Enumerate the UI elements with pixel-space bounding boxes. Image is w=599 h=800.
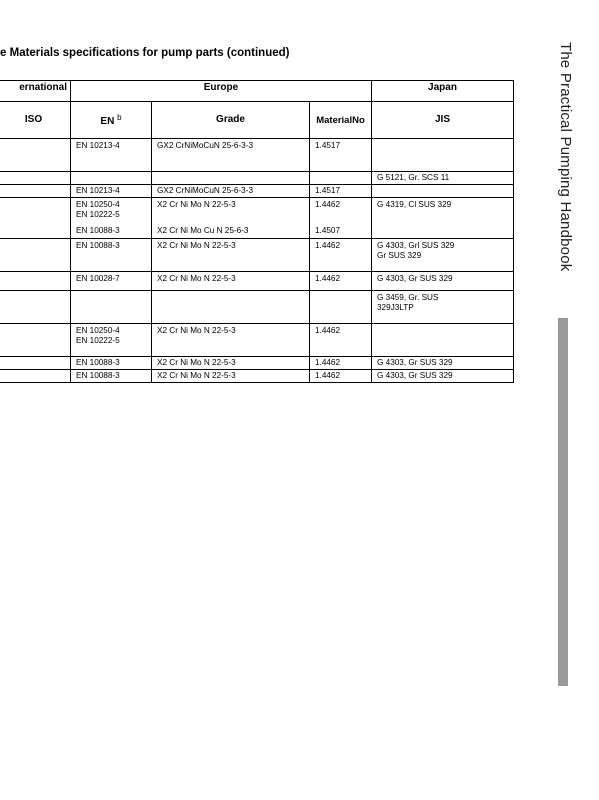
cell-jis xyxy=(372,139,514,172)
cell-iso xyxy=(0,291,71,324)
cell-jis: G 4303, Gr SUS 329 xyxy=(372,272,514,291)
cell-grade xyxy=(152,291,310,324)
cell-iso xyxy=(0,324,71,357)
col-material-no xyxy=(310,102,372,139)
cell-jis-line: G 3459, Gr. SUS xyxy=(377,293,439,302)
cell-grade: GX2 CrNiMoCuN 25-6-3-3 xyxy=(152,185,310,198)
cell-en: EN 10213-4 xyxy=(71,185,152,198)
cell-material-no: 1.4462 xyxy=(310,239,372,272)
cell-material-no xyxy=(310,198,372,239)
col-en xyxy=(71,102,152,139)
cell-grade: X2 Cr Ni Mo N 22-5-3 xyxy=(152,272,310,291)
table-row xyxy=(0,239,514,272)
table-row xyxy=(0,139,514,172)
col-material-no-line1: Material xyxy=(316,114,353,126)
table-row xyxy=(0,185,514,198)
caption-cut-prefix: e xyxy=(0,47,7,59)
cell-jis: G 4303, Gr SUS 329 xyxy=(372,370,514,383)
cell-en xyxy=(71,324,152,357)
cell-jis-line: Gr SUS 329 xyxy=(377,251,422,260)
cell-jis xyxy=(372,239,514,272)
cell-en: EN 10088-3 xyxy=(71,239,152,272)
cell-material-no-line: 1.4462 xyxy=(315,200,341,209)
table-row xyxy=(0,291,514,324)
cell-material-no-line: 1.4507 xyxy=(315,226,341,235)
cell-material-no: 1.4462 xyxy=(310,357,372,370)
cell-jis xyxy=(372,185,514,198)
table-row xyxy=(0,357,514,370)
cell-en xyxy=(71,172,152,185)
cell-en xyxy=(71,198,152,239)
cell-iso xyxy=(0,370,71,383)
cell-grade-line: X2 Cr Ni Mo Cu N 25-6-3 xyxy=(157,226,249,235)
cell-jis-line: 329J3LTP xyxy=(377,303,414,312)
cell-en: EN 10088-3 xyxy=(71,370,152,383)
cell-en: EN 10088-3 xyxy=(71,357,152,370)
table-caption xyxy=(0,47,520,59)
cell-grade: X2 Cr Ni Mo N 22-5-3 xyxy=(152,324,310,357)
cell-grade xyxy=(152,198,310,239)
chapter-tab-bar xyxy=(558,318,568,686)
running-head-book-title: The Practical Pumping Handbook xyxy=(557,42,574,272)
cell-en xyxy=(71,291,152,324)
cell-iso xyxy=(0,198,71,239)
cell-iso xyxy=(0,272,71,291)
cell-grade: X2 Cr Ni Mo N 22-5-3 xyxy=(152,357,310,370)
col-en-footnote: b xyxy=(117,113,122,122)
cell-jis xyxy=(372,291,514,324)
cell-jis: G 5121, Gr. SCS 11 xyxy=(372,172,514,185)
cell-en-line: EN 10250-4 xyxy=(76,326,120,335)
cell-material-no: 1.4462 xyxy=(310,272,372,291)
group-japan: Japan xyxy=(372,81,514,102)
materials-spec-table xyxy=(0,80,514,383)
cell-jis: G 4319, Cl SUS 329 xyxy=(372,198,514,239)
cell-en-line: EN 10088-3 xyxy=(76,226,120,235)
cell-jis-line: G 4303, Grl SUS 329 xyxy=(377,241,455,250)
cell-grade xyxy=(152,172,310,185)
table-row xyxy=(0,370,514,383)
cell-en-line: EN 10250-4 xyxy=(76,200,120,209)
cell-en-line: EN 10222-5 xyxy=(76,210,120,219)
table-row xyxy=(0,172,514,185)
table-row xyxy=(0,272,514,291)
col-material-no-line2: No xyxy=(352,114,365,126)
group-europe: Europe xyxy=(71,81,372,102)
cell-material-no xyxy=(310,172,372,185)
cell-jis xyxy=(372,324,514,357)
group-international: ernational xyxy=(0,81,71,102)
cell-iso xyxy=(0,239,71,272)
table-row xyxy=(0,198,514,239)
cell-grade: X2 Cr Ni Mo N 22-5-3 xyxy=(152,370,310,383)
cell-iso xyxy=(0,172,71,185)
cell-en: EN 10028-7 xyxy=(71,272,152,291)
cell-grade: GX2 CrNiMoCuN 25-6-3-3 xyxy=(152,139,310,172)
cell-iso xyxy=(0,139,71,172)
cell-grade-line: X2 Cr Ni Mo N 22-5-3 xyxy=(157,200,236,209)
cell-material-no: 1.4462 xyxy=(310,324,372,357)
col-en-label: EN xyxy=(100,116,115,127)
group-header-row xyxy=(0,81,514,102)
cell-iso xyxy=(0,185,71,198)
cell-material-no: 1.4462 xyxy=(310,370,372,383)
cell-en-line: EN 10222-5 xyxy=(76,336,120,345)
cell-iso xyxy=(0,357,71,370)
col-iso: ISO xyxy=(0,102,71,139)
cell-material-no: 1.4517 xyxy=(310,139,372,172)
col-grade: Grade xyxy=(152,102,310,139)
table-row xyxy=(0,324,514,357)
cell-jis: G 4303, Gr SUS 329 xyxy=(372,357,514,370)
caption-text: Materials specifications for pump parts (continued) xyxy=(9,47,290,59)
cell-material-no xyxy=(310,291,372,324)
cell-en: EN 10213-4 xyxy=(71,139,152,172)
column-header-row xyxy=(0,102,514,139)
cell-material-no: 1.4517 xyxy=(310,185,372,198)
col-jis: JIS xyxy=(372,102,514,139)
cell-grade: X2 Cr Ni Mo N 22-5-3 xyxy=(152,239,310,272)
